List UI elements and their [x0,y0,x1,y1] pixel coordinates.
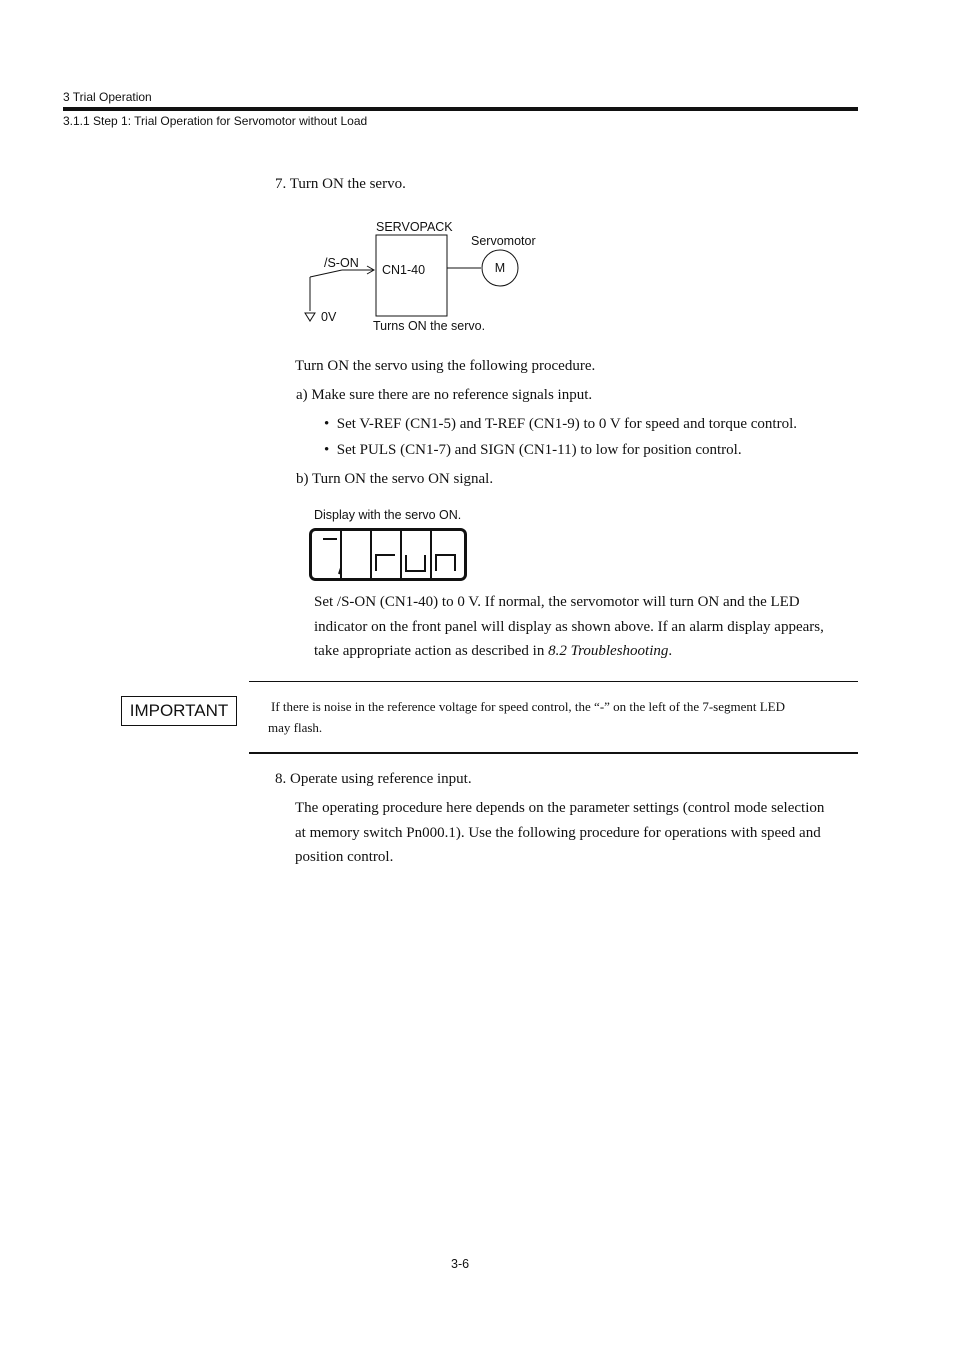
section-title: 3.1.1 Step 1: Trial Operation for Servomotor without Load [63,114,368,128]
paragraph-line: Set /S-ON (CN1-40) to 0 V. If normal, the servomotor will turn ON and the LED [314,594,800,610]
led-r [376,555,395,571]
bullet-symbol: • [324,442,330,458]
led-u [406,555,425,571]
header-rule [63,107,858,111]
s-on-label: /S-ON [324,256,359,270]
bullet-1 [324,416,797,433]
important-bottom-rule [249,752,858,754]
step-7-heading: 7. Turn ON the servo. [275,176,406,192]
led-n [436,555,455,571]
switch-blade [310,270,342,277]
item-b: b) Turn ON the servo ON signal. [296,471,494,487]
ground-symbol [305,313,315,321]
servomotor-label: Servomotor [471,234,536,248]
bullet-1-text: Set V-REF (CN1-5) and T-REF (CN1-9) to 0 V for speed and torque control. [336,416,798,432]
bullet-2 [324,442,742,459]
item-a: a) Make sure there are no reference signals input. [296,387,593,403]
zero-v-label: 0V [321,310,337,324]
display-caption: Display with the servo ON. [314,508,462,522]
paragraph-text: . [668,643,673,659]
important-top-rule [249,681,858,682]
paragraph-line: at memory switch Pn000.1). Use the following procedure for operations with speed and [295,824,821,841]
procedure-intro: Turn ON the servo using the following procedure. [295,358,596,374]
step-8-paragraph [295,796,824,870]
important-note-line: If there is noise in the reference voltage for speed control, the “-” on the left of the 7-segment LED [271,699,786,714]
paragraph-line: The operating procedure here depends on the parameter settings (control mode selection [295,800,825,816]
motor-symbol: M [494,261,506,275]
servo-wiring-diagram [300,215,550,340]
bullet-symbol: • [324,416,330,432]
paragraph-line: position control. [295,849,394,865]
important-label: IMPORTANT [121,696,237,726]
paragraph-text: take appropriate action as described in [314,643,549,659]
servo-on-paragraph [314,590,824,664]
paragraph-line [314,639,824,664]
bullet-2-text: Set PULS (CN1-7) and SIGN (CN1-11) to low for position control. [336,442,742,458]
diagram-caption: Turns ON the servo. [373,319,486,333]
page-number: 3-6 [451,1257,470,1271]
chapter-title: 3 Trial Operation [63,90,152,104]
servopack-label: SERVOPACK [376,220,453,234]
cn1-40-label: CN1-40 [382,263,426,277]
important-note-line: may flash. [268,720,323,735]
paragraph-line: indicator on the front panel will display as shown above. If an alarm display appears, [314,618,824,635]
led-display [309,528,469,582]
step-8-heading: 8. Operate using reference input. [275,771,472,787]
troubleshooting-reference: 8.2 Troubleshooting [548,643,669,659]
